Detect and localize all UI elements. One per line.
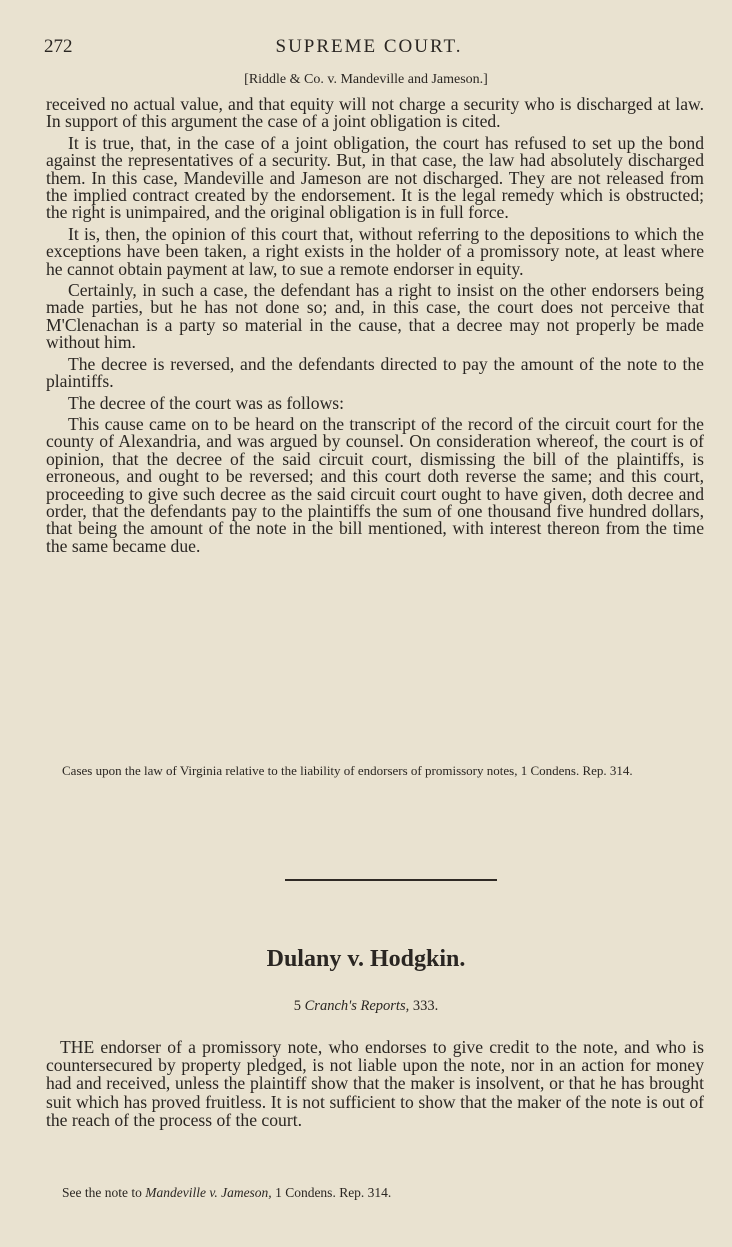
opinion-text bbox=[46, 96, 704, 555]
citation-page: 333. bbox=[412, 998, 439, 1014]
page-header bbox=[44, 36, 694, 60]
case-citation bbox=[0, 998, 732, 1015]
headnote: THE endorser of a promissory note, who endorses to give credit to the note, and who is countersecured by property pledged, is not liable upon the note, nor in an action for money had and received, unless the plaintiff show that the maker is insolvent, or that he has brought suit which has proved fruitless. It is not sufficient to show that the maker of the note is out of the reach of the process of the court. bbox=[46, 1037, 704, 1130]
running-title: SUPREME COURT. bbox=[275, 36, 463, 57]
case-caption: [Riddle & Co. v. Mandeville and Jameson.] bbox=[244, 72, 488, 87]
note-prefix: See the note to bbox=[62, 1185, 142, 1200]
paragraph: The decree is reversed, and the defendants directed to pay the amount of the note to the plaintiffs. bbox=[46, 353, 704, 392]
citation-reporter: Cranch's Reports, bbox=[304, 998, 410, 1014]
paragraph: It is true, that, in the case of a joint obligation, the court has refused to set up the bond against the representatives of a security. But, in that case, the law had absolutely discharged them. In this case, Mandeville and Jameson are not discharged. They are not released from the implied contract created by the endorsement. It is the legal remedy which is obstructed; the right is unimpaired, and the original obligation is in full force. bbox=[46, 132, 704, 223]
case-title: Dulany v. Hodgkin. bbox=[266, 946, 466, 972]
paragraph: Certainly, in such a case, the defendant has a right to insist on the other endorsers being made parties, but he has not done so; and, in this case, the court does not perceive that M'Clenachan is a party so material in the cause, that a decree may not properly be made without him. bbox=[46, 280, 704, 353]
section-divider bbox=[285, 879, 497, 881]
citation-volume: 5 bbox=[293, 998, 301, 1014]
paragraph: It is, then, the opinion of this court that, without referring to the depositions to which the exceptions have been taken, a right exists in the holder of a promissory note, at least where he cannot obtain payment at law, to sue a remote endorser in equity. bbox=[46, 223, 704, 279]
page-number: 272 bbox=[44, 36, 73, 57]
note-suffix: 1 Condens. Rep. 314. bbox=[275, 1185, 392, 1200]
case-note bbox=[46, 1185, 698, 1201]
paragraph: This cause came on to be heard on the transcript of the record of the circuit court for the county of Alexandria, and was argued by counsel. On consideration whereof, the court is of opinion, that the decree of the said circuit court, dismissing the bill of the plaintiffs, is erroneous, and ought to be reversed; and this court doth reverse the same; and this court, proceeding to give such decree as the said circuit court ought to have given, doth decree and order, that the defendants pay to the plaintiffs the sum of one thousand five hundred dollars, that being the amount of the note in the bill mentioned, with interest thereon from the time the same became due. bbox=[46, 413, 704, 556]
paragraph: received no actual value, and that equity will not charge a security who is discharged at law. In support of this argument the case of a joint obligation is cited. bbox=[46, 94, 704, 132]
footnote: Cases upon the law of Virginia relative to the liability of endorsers of promissory notes, 1 Condens. Rep. 314. bbox=[62, 763, 633, 778]
note-reference: Mandeville v. Jameson, bbox=[145, 1185, 272, 1200]
paragraph: The decree of the court was as follows: bbox=[68, 392, 345, 413]
